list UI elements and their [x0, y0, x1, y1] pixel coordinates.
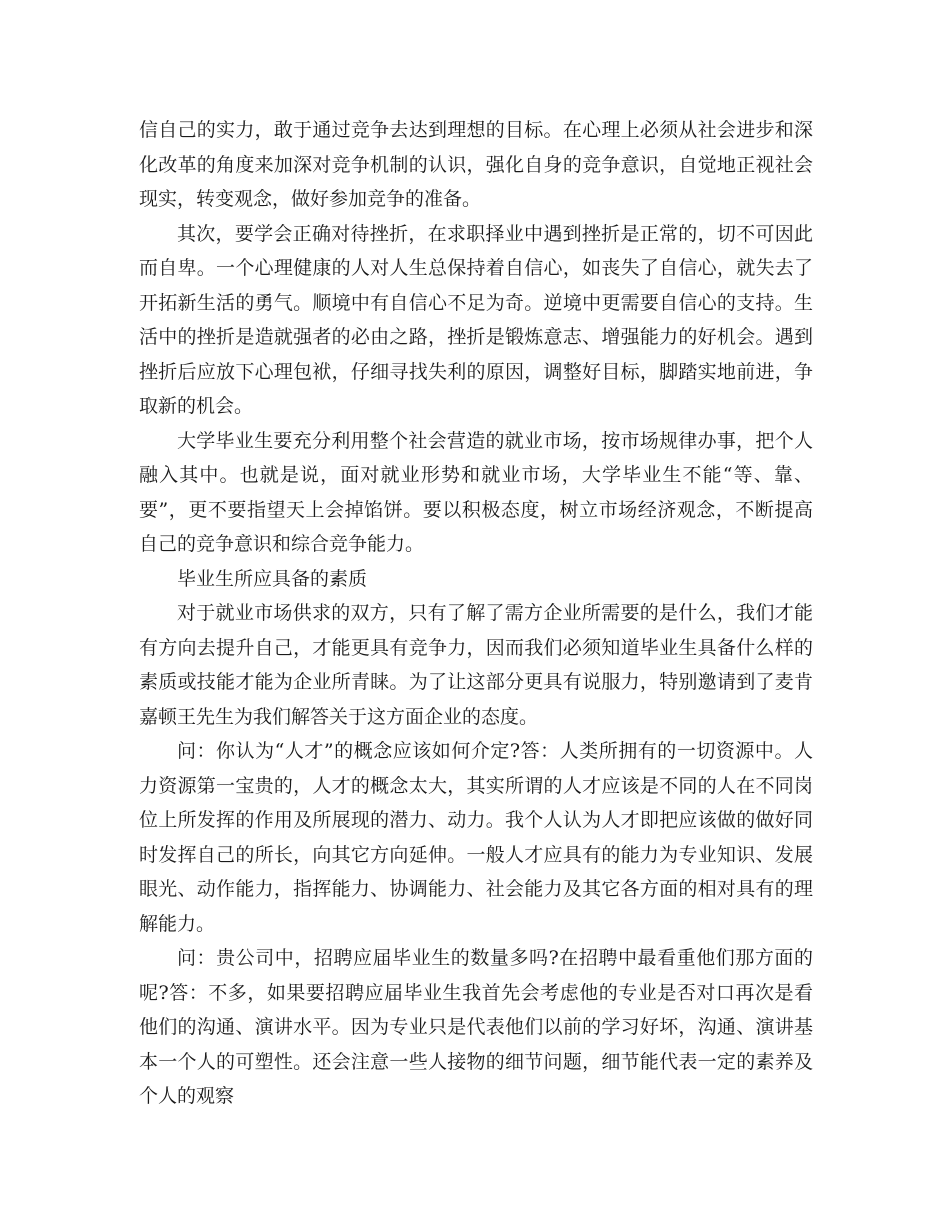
document-body [139, 113, 813, 1114]
paragraph-job-market: 大学毕业生要充分利用整个社会营造的就业市场，按市场规律办事，把个人融入其中。也就是说，面对就业形势和就业市场，大学毕业生不能“等、靠、要”，更不要指望天上会掉馅饼。要以积极态度，树立市场经济观念，不断提高自己的竞争意识和综合竞争能力。 [139, 429, 813, 555]
paragraph-setbacks: 其次，要学会正确对待挫折，在求职择业中遇到挫折是正常的，切不可因此而自卑。一个心理健康的人对人生总保持着自信心，如丧失了自信心，就失去了开拓新生活的勇气。顺境中有自信心不足为奇。逆境中更需要自信心的支持。生活中的挫折是造就强者的必由之路，挫折是锻炼意志、增强能力的好机会。遇到挫折后应放下心理包袱，仔细寻找失利的原因，调整好目标，脚踏实地前进，争取新的机会。 [139, 222, 813, 417]
paragraph-supply-demand: 对于就业市场供求的双方，只有了解了需方企业所需要的是什么，我们才能有方向去提升自己，才能更具有竞争力，因而我们必须知道毕业生具备什么样的素质或技能才能为企业所青睐。为了让这部分更具有说服力，特别邀请到了麦肯嘉顿王先生为我们解答关于这方面企业的态度。 [139, 602, 813, 728]
paragraph-qa-recruitment: 问：贵公司中，招聘应届毕业生的数量多吗?在招聘中最看重他们那方面的呢?答：不多，如果要招聘应届毕业生我首先会考虑他的专业是否对口再次是看他们的沟通、演讲水平。因为专业只是代表他们以前的学习好坏，沟通、演讲基本一个人的可塑性。还会注意一些人接物的细节问题，细节能代表一定的素养及个人的观察 [139, 947, 813, 1107]
paragraph-qa-talent: 问：你认为“人才”的概念应该如何介定?答：人类所拥有的一切资源中。人力资源第一宝贵的，人才的概念太大，其实所谓的人才应该是不同的人在不同岗位上所发挥的作用及所展现的潜力、动力。我个人认为人才即把应该做的做好同时发挥自己的所长，向其它方向延伸。一般人才应具有的能力为专业知识、发展眼光、动作能力，指挥能力、协调能力、社会能力及其它各方面的相对具有的理解能力。 [139, 740, 813, 935]
paragraph-continuation: 信自己的实力，敢于通过竞争去达到理想的目标。在心理上必须从社会进步和深化改革的角度来加深对竞争机制的认识，强化自身的竞争意识，自觉地正视社会现实，转变观念，做好参加竞争的准备。 [139, 119, 813, 210]
section-heading: 毕业生所应具备的素质 [177, 567, 368, 590]
